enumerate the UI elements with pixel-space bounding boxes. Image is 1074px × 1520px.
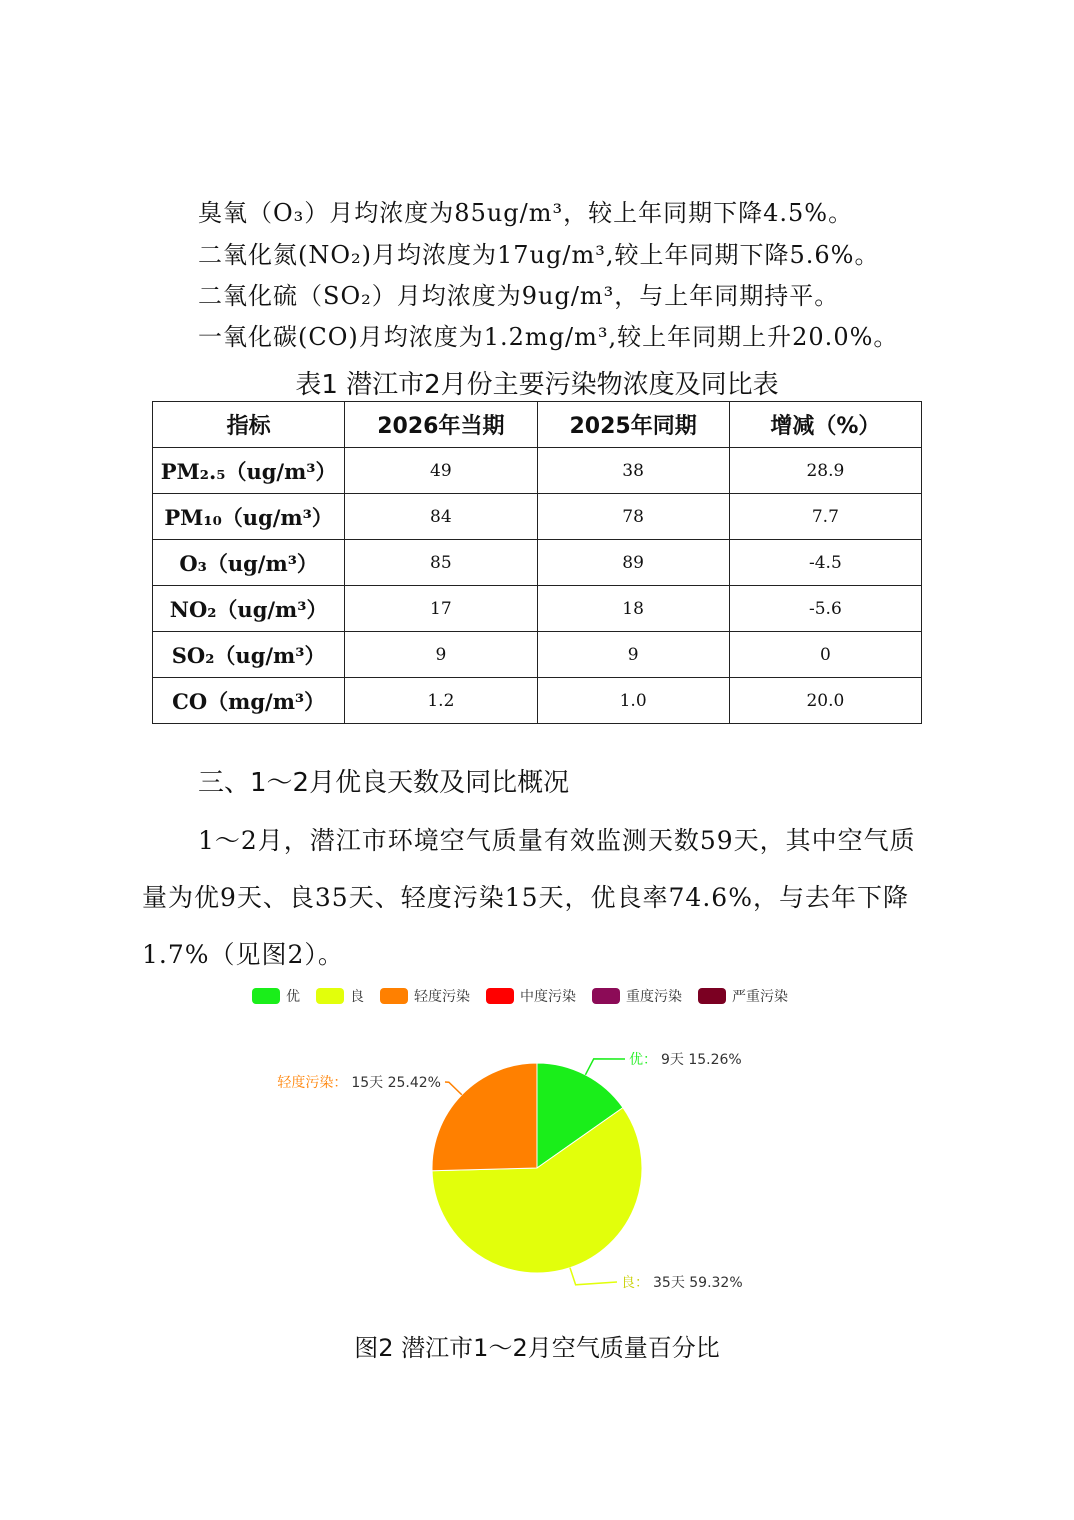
pie-label-name: 优：	[629, 1052, 657, 1068]
legend-item-light-pollution[interactable]	[380, 986, 470, 1006]
row-current: 84	[345, 494, 537, 540]
intro-line-ozone: 臭氧（O₃）月均浓度为85ug/m³，较上年同期下降4.5%。	[198, 199, 854, 227]
header-2025: 2025年同期	[537, 402, 729, 448]
table-row	[153, 632, 922, 678]
pie-leader-line	[570, 1268, 617, 1285]
row-current: 1.2	[345, 678, 537, 724]
legend-item-moderate-pollution[interactable]	[486, 986, 576, 1006]
row-previous: 18	[537, 586, 729, 632]
table-row	[153, 678, 922, 724]
table-row	[153, 586, 922, 632]
legend-swatch	[316, 988, 344, 1004]
row-indicator: PM₁₀（ug/m³）	[153, 494, 345, 540]
row-previous: 78	[537, 494, 729, 540]
row-previous: 38	[537, 448, 729, 494]
table-title: 表1 潜江市2月份主要污染物浓度及同比表	[295, 370, 779, 400]
row-current: 49	[345, 448, 537, 494]
row-current: 9	[345, 632, 537, 678]
pie-leader-line	[445, 1082, 462, 1095]
row-previous: 1.0	[537, 678, 729, 724]
legend-item-excellent[interactable]	[252, 986, 300, 1006]
pie-leader-line	[585, 1059, 625, 1075]
legend-swatch	[252, 988, 280, 1004]
row-indicator: CO（mg/m³）	[153, 678, 345, 724]
row-change: -5.6	[729, 586, 921, 632]
row-current: 85	[345, 540, 537, 586]
pie-label	[621, 1275, 743, 1291]
pie-label-value: 35天 59.32%	[653, 1275, 743, 1291]
pie-chart	[230, 1030, 790, 1310]
pollutant-table	[152, 401, 922, 724]
row-indicator: SO₂（ug/m³）	[153, 632, 345, 678]
chart-legend	[252, 986, 804, 1006]
pie-label-name: 良：	[621, 1275, 649, 1291]
intro-line-co: 一氧化碳(CO)月均浓度为1.2mg/m³,较上年同期上升20.0%。	[198, 323, 899, 351]
section-body-text: 1～2月，潜江市环境空气质量有效监测天数59天，其中空气质量为优9天、良35天、轻度污染15天，优良率74.6%，与去年下降1.7%（见图2）。	[142, 826, 916, 969]
row-previous: 9	[537, 632, 729, 678]
row-previous: 89	[537, 540, 729, 586]
intro-line-so2: 二氧化硫（SO₂）月均浓度为9ug/m³，与上年同期持平。	[198, 282, 840, 310]
table-header-row	[153, 402, 922, 448]
legend-label: 良	[350, 989, 364, 1005]
pie-label	[629, 1051, 742, 1068]
row-change: 28.9	[729, 448, 921, 494]
table-row	[153, 540, 922, 586]
table-row	[153, 494, 922, 540]
legend-item-good[interactable]	[316, 986, 364, 1006]
pie-label-name: 轻度污染：	[277, 1075, 348, 1091]
table-row	[153, 448, 922, 494]
legend-label: 严重污染	[732, 989, 788, 1005]
header-change: 增减（%）	[729, 402, 921, 448]
legend-swatch	[592, 988, 620, 1004]
row-change: 7.7	[729, 494, 921, 540]
row-indicator: NO₂（ug/m³）	[153, 586, 345, 632]
section-heading: 三、1～2月优良天数及同比概况	[198, 768, 570, 798]
row-current: 17	[345, 586, 537, 632]
section-body	[142, 812, 937, 983]
figure-caption: 图2 潜江市1～2月空气质量百分比	[354, 1334, 720, 1362]
legend-swatch	[380, 988, 408, 1004]
legend-swatch	[698, 988, 726, 1004]
intro-line-no2: 二氧化氮(NO₂)月均浓度为17ug/m³,较上年同期下降5.6%。	[198, 241, 880, 269]
pie-label-value: 9天 15.26%	[661, 1052, 742, 1068]
row-change: -4.5	[729, 540, 921, 586]
pie-label-value: 15天 25.42%	[351, 1075, 441, 1091]
pie-label	[277, 1074, 441, 1091]
legend-label: 重度污染	[626, 989, 682, 1005]
header-2026: 2026年当期	[345, 402, 537, 448]
legend-label: 中度污染	[520, 989, 576, 1005]
legend-label: 优	[286, 989, 300, 1005]
legend-label: 轻度污染	[414, 989, 470, 1005]
legend-item-severe-pollution[interactable]	[698, 986, 788, 1006]
legend-item-heavy-pollution[interactable]	[592, 986, 682, 1006]
pie-slice-2[interactable]	[432, 1063, 537, 1171]
row-indicator: PM₂.₅（ug/m³）	[153, 448, 345, 494]
header-indicator: 指标	[153, 402, 345, 448]
row-change: 20.0	[729, 678, 921, 724]
row-indicator: O₃（ug/m³）	[153, 540, 345, 586]
row-change: 0	[729, 632, 921, 678]
legend-swatch	[486, 988, 514, 1004]
